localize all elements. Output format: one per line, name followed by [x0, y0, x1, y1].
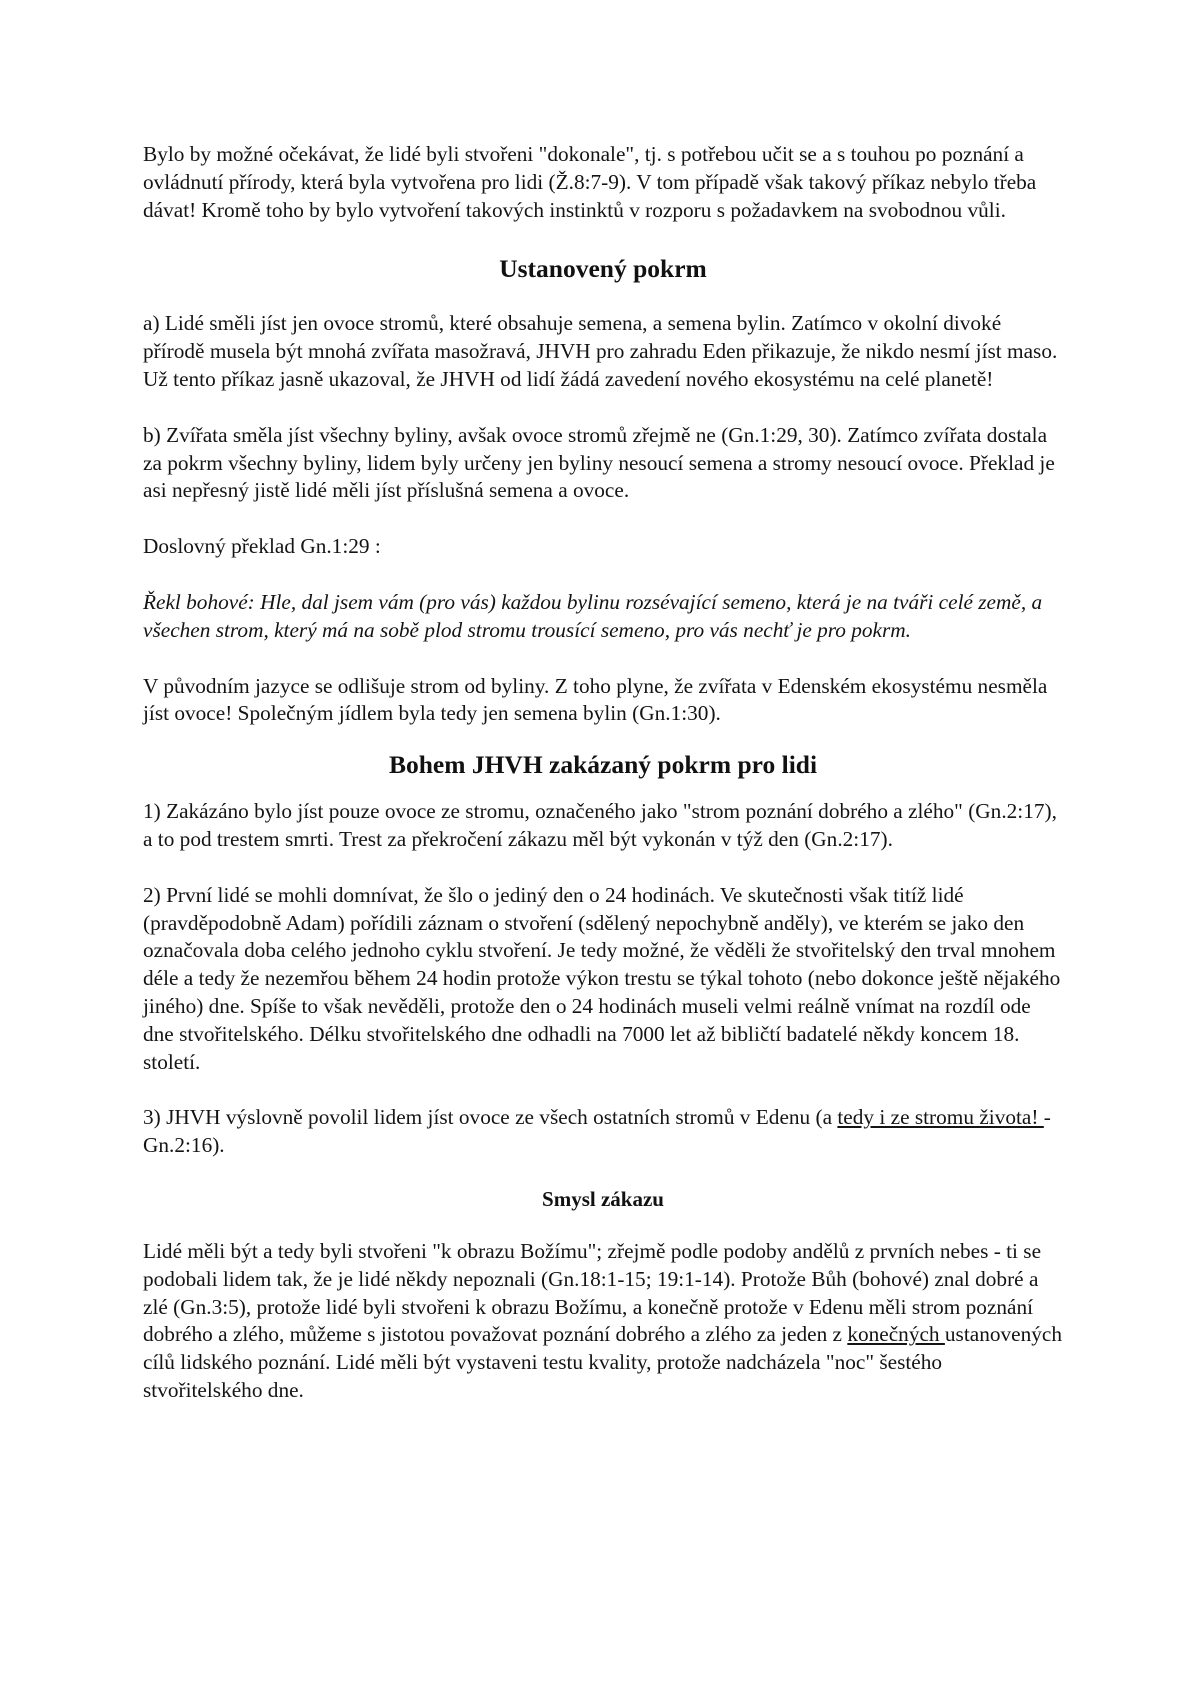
genesis-quote: Řekl bohové: Hle, dal jsem vám (pro vás) každou bylinu rozsévající semeno, která je na tváři celé země, a všechen strom, který má na sobě plod stromu trousící semeno, pro vás nechť je pro pokrm. — [143, 589, 1043, 642]
paragraph-1: 1) Zakázáno bylo jíst pouze ovoce ze stromu, označeného jako "strom poznání dobrého a zlého" (Gn.2:17), a to pod trestem smrti. Trest za překročení zákazu měl být vykonán v týž den (Gn.2:17). — [143, 799, 1057, 851]
paragraph-3 — [143, 1104, 1063, 1160]
paragraph-smysl-text-after: ustanovených cílů lidského poznání. Lidé měli být vystaveni testu kvality, protože nadcházela "noc" šestého stvořitelského dne. — [143, 1322, 1063, 1402]
paragraph-3-underlined: tedy i ze stromu života! — [837, 1105, 1044, 1130]
literal-translation-label: Doslovný překlad Gn.1:29 : — [143, 534, 381, 559]
paragraph-3-text-before: 3) JHVH výslovně povolil lidem jíst ovoce ze všech ostatních stromů v Edenu (a — [143, 1105, 838, 1130]
paragraph-smysl — [143, 1238, 1063, 1405]
document-page — [143, 141, 1063, 1405]
paragraph-b: b) Zvířata směla jíst všechny byliny, avšak ovoce stromů zřejmě ne (Gn.1:29, 30). Zatímco zvířata dostala za pokrm všechny byliny, lidem byly určeny jen byliny nesoucí semena a stromy nesoucí ovoce. Překlad je asi nepřesný jistě lidé měli jíst příslušná semena a ovoce. — [143, 422, 1055, 503]
heading-smysl-zakazu: Smysl zákazu — [542, 1186, 664, 1211]
paragraph-2: 2) První lidé se mohli domnívat, že šlo o jediný den o 24 hodinách. Ve skutečnosti však titíž lidé (pravděpodobně Adam) pořídili záznam o stvoření (sdělený nepochybně anděly), ve kterém se jako den označovala doba celého jednoho cyklu stvoření. Je tedy možné, že věděli že stvořitelský den trval mnohem déle a tedy že nezemřou během 24 hodin protože výkon trestu se týkal tohoto (nebo dokonce ještě nějakého jiného) dne. Spíše to však nevěděli, protože den o 24 hodinách museli velmi reálně vnímat na rozdíl ode dne stvořitelského. Délku stvořitelského dne odhadli na 7000 let až bibličtí badatelé někdy koncem 18. století. — [143, 882, 1061, 1074]
paragraph-smysl-underlined: konečných — [847, 1322, 945, 1347]
paragraph-smysl-text-before: Lidé měli být a tedy byli stvořeni "k obrazu Božímu"; zřejmě podle podoby andělů z prvních nebes - ti se podobali lidem tak, že je lidé někdy nepoznali (Gn.18:1-15; 19:1-14). Protože Bůh (bohové) znal dobré a zlé (Gn.3:5), protože lidé byli stvořeni k obrazu Božímu, a konečně protože v Edenu měli strom poznání dobrého a zlého, můžeme s jistotou považovat poznání dobrého a zlého za jeden z — [143, 1238, 1042, 1347]
paragraph-a: a) Lidé směli jíst jen ovoce stromů, které obsahuje semena, a semena bylin. Zatímco v okolní divoké přírodě musela být mnohá zvířata masožravá, JHVH pro zahradu Eden přikazuje, že nikdo nesmí jíst maso. Už tento příkaz jasně ukazoval, že JHVH od lidí žádá zavedení nového ekosystému na celé planetě! — [143, 311, 1058, 391]
intro-paragraph: Bylo by možné očekávat, že lidé byli stvořeni "dokonale", tj. s potřebou učit se a s touhou po poznání a ovládnutí přírody, která byla vytvořena pro lidi (Ž.8:7-9). V tom případě však takový příkaz nebylo třeba dávat! Kromě toho by bylo vytvoření takových instinktů v rozporu s požadavkem na svobodnou vůli. — [143, 142, 1037, 222]
heading-zakazany-pokrm: Bohem JHVH zakázaný pokrm pro lidi — [388, 750, 818, 780]
heading-ustanoveny-pokrm: Ustanovený pokrm — [499, 254, 707, 284]
original-language-paragraph: V původním jazyce se odlišuje strom od byliny. Z toho plyne, že zvířata v Edenském ekosystému nesměla jíst ovoce! Společným jídlem byla tedy jen semena bylin (Gn.1:30). — [143, 673, 1048, 726]
paragraph-3-text-after: - Gn.2:16). — [143, 1105, 1051, 1158]
